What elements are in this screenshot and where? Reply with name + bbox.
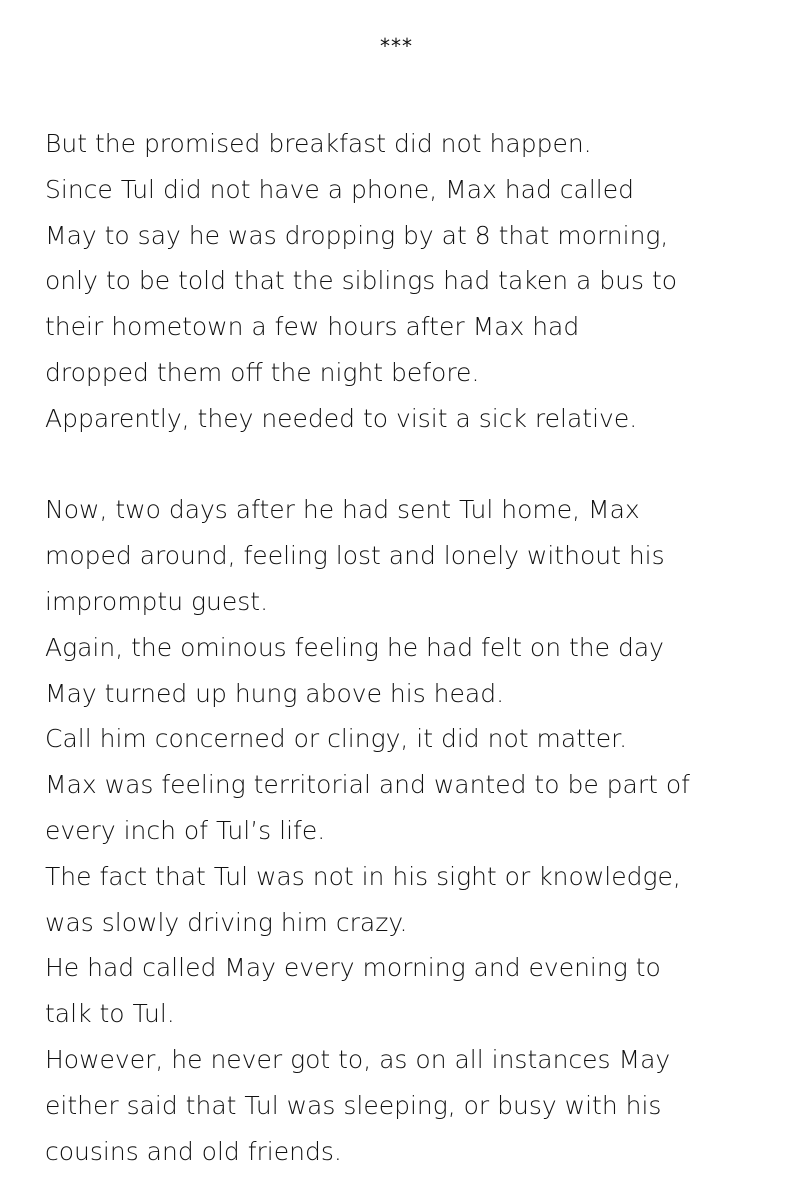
text-line: moped around, feeling lost and lonely without his xyxy=(45,541,665,571)
text-line: was slowly driving him crazy. xyxy=(45,907,408,937)
scene-separator: *** xyxy=(380,34,413,58)
text-line: But the promised breakfast did not happen. xyxy=(45,129,592,158)
text-line: He had called May every morning and evening to xyxy=(45,953,661,983)
text-line: either said that Tul was sleeping, or busy with his xyxy=(45,1090,662,1120)
text-line: Apparently, they needed to visit a sick relative. xyxy=(45,403,638,433)
text-line: However, he never got to, as on all instances May xyxy=(45,1044,671,1074)
body-text xyxy=(45,121,775,1174)
text-line: only to be told that the siblings had taken a bus to xyxy=(45,266,678,296)
text-line: dropped them off the night before. xyxy=(45,357,480,387)
text-line: The fact that Tul was not in his sight or knowledge, xyxy=(45,861,681,891)
text-line: Max was feeling territorial and wanted to be part of xyxy=(45,770,690,800)
text-line: talk to Tul. xyxy=(45,999,175,1029)
text-line: May turned up hung above his head. xyxy=(45,678,505,708)
text-line: May to say he was dropping by at 8 that morning, xyxy=(45,220,669,250)
text-line: Call him concerned or clingy, it did not matter. xyxy=(45,724,628,754)
text-line: impromptu guest. xyxy=(45,586,269,616)
text-line: Now, two days after he had sent Tul home, Max xyxy=(45,495,640,525)
text-line: Since Tul did not have a phone, Max had called xyxy=(45,174,634,204)
text-line: cousins and old friends. xyxy=(45,1136,342,1166)
text-line: Again, the ominous feeling he had felt on the day xyxy=(45,632,664,662)
text-line: every inch of Tul’s life. xyxy=(45,815,326,845)
paragraph-break xyxy=(45,442,775,488)
text-line: their hometown a few hours after Max had xyxy=(45,312,580,342)
